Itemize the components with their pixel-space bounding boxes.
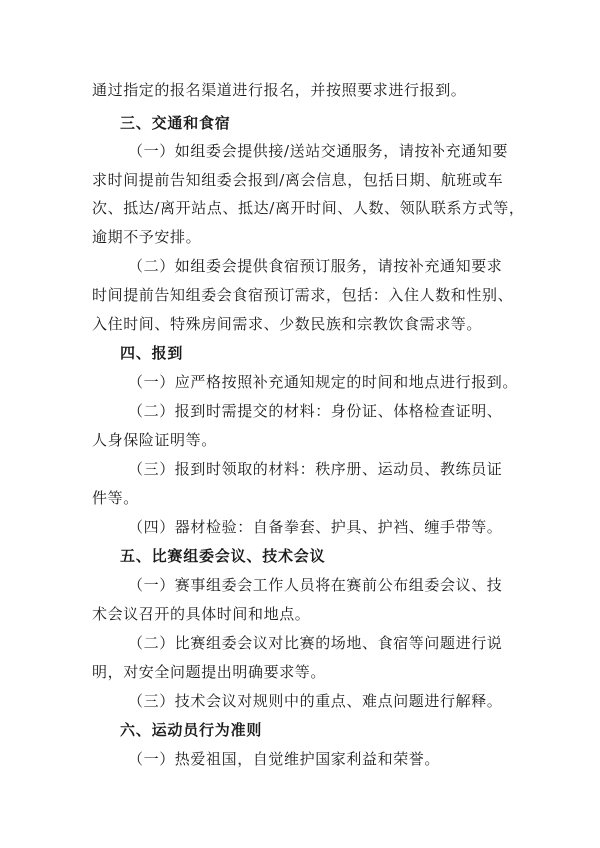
section-heading-6: 六、运动员行为准则 xyxy=(120,721,263,739)
paragraph-line: （二）比赛组委会议对比赛的场地、食宿等问题进行说 xyxy=(128,634,503,652)
paragraph-line: （三）报到时领取的材料：秩序册、运动员、教练员证 xyxy=(128,460,503,478)
paragraph-line: 明，对安全问题提出明确要求等。 xyxy=(92,663,327,681)
section-heading-5: 五、比赛组委会议、技术会议 xyxy=(120,547,326,565)
paragraph-line: （一）赛事组委会工作人员将在赛前公布组委会议、技 xyxy=(128,576,503,594)
paragraph-line: （二）如组委会提供食宿预订服务，请按补充通知要求 xyxy=(128,257,503,275)
paragraph-line: 逾期不予安排。 xyxy=(92,228,202,246)
paragraph-line: 时间提前告知组委会食宿预订需求，包括：入住人数和性别、 xyxy=(92,286,514,304)
paragraph-line: 通过指定的报名渠道进行报名，并按照要求进行报到。 xyxy=(92,81,467,99)
paragraph-line: 求时间提前告知组委会报到/离会信息，包括日期、航班或车 xyxy=(92,171,504,189)
paragraph-line: 件等。 xyxy=(92,489,139,507)
paragraph-line: （一）热爱祖国，自觉维护国家利益和荣誉。 xyxy=(128,750,441,768)
paragraph-line: 术会议召开的具体时间和地点。 xyxy=(92,605,311,623)
paragraph-line: （四）器材检验：自备拳套、护具、护裆、缠手带等。 xyxy=(128,518,503,536)
paragraph-line: 入住时间、特殊房间需求、少数民族和宗教饮食需求等。 xyxy=(92,315,483,333)
paragraph-line: 人身保险证明等。 xyxy=(92,431,217,449)
paragraph-line: 次、抵达/离开站点、抵达/离开时间、人数、领队联系方式等， xyxy=(92,199,525,217)
section-heading-3: 三、交通和食宿 xyxy=(120,114,231,132)
paragraph-line: （一）应严格按照补充通知规定的时间和地点进行报到。 xyxy=(128,373,519,391)
paragraph-line: （二）报到时需提交的材料：身份证、体格检查证明、 xyxy=(128,402,503,420)
paragraph-line: （一）如组委会提供接/送站交通服务，请按补充通知要 xyxy=(128,142,509,160)
section-heading-4: 四、报到 xyxy=(120,344,184,362)
paragraph-line: （三）技术会议对规则中的重点、难点问题进行解释。 xyxy=(128,692,503,710)
